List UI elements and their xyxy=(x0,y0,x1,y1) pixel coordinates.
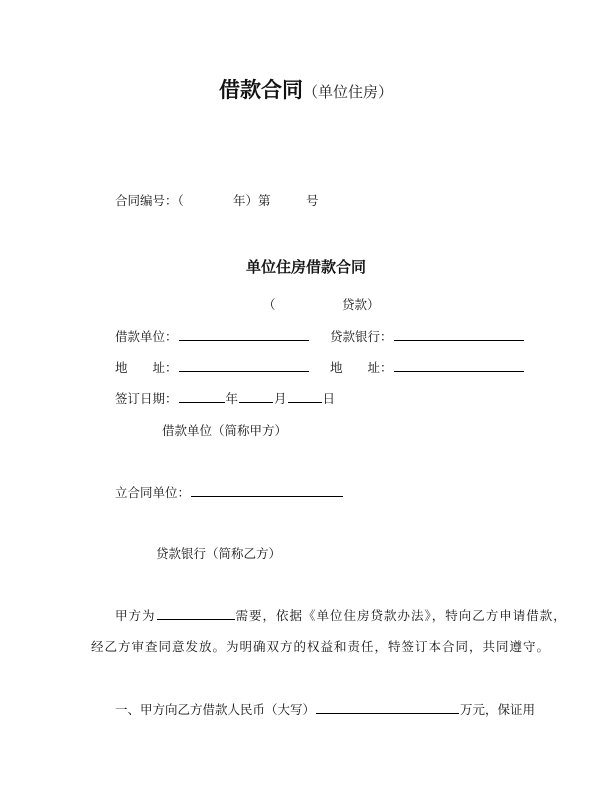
clause-1-line xyxy=(115,700,535,718)
contract-number-line xyxy=(115,191,184,209)
address-blank-left[interactable] xyxy=(179,359,309,372)
document-title xyxy=(0,74,612,104)
clause-1-prefix: 一、甲方向乙方借款人民币（大写） xyxy=(115,702,316,717)
lending-bank-row xyxy=(330,327,525,345)
contract-number-year: 年）第 xyxy=(233,193,271,208)
signing-year-label: 年 xyxy=(225,391,239,406)
paragraph-1-suffix: 需要，依据《单位住房贷款办法》，特向乙方申请借款， xyxy=(235,608,567,623)
contract-subtitle: 单位住房借款合同 xyxy=(245,258,366,276)
loan-type-close: 贷款） xyxy=(342,297,380,312)
contract-unit-blank[interactable] xyxy=(191,484,343,497)
address-label-right: 地 址： xyxy=(330,360,393,375)
borrower-unit-row xyxy=(115,327,310,345)
address-row-right xyxy=(330,358,525,376)
clause-1-suffix: 万元，保证用 xyxy=(460,702,536,717)
signing-date-label: 签订日期： xyxy=(115,391,178,406)
paragraph-1-prefix: 甲方为 xyxy=(115,608,156,623)
loan-type-open: （ xyxy=(263,297,276,312)
contract-unit-row xyxy=(115,483,344,501)
lending-bank-label: 贷款银行： xyxy=(330,329,393,344)
signing-year-blank[interactable] xyxy=(179,390,225,403)
lending-bank-blank[interactable] xyxy=(394,328,524,341)
contract-number-suffix: 号 xyxy=(306,193,319,208)
address-blank-right[interactable] xyxy=(394,359,524,372)
signing-day-label: 日 xyxy=(322,391,336,406)
purpose-blank[interactable] xyxy=(157,607,235,620)
signing-month-blank[interactable] xyxy=(239,390,273,403)
borrower-unit-label: 借款单位： xyxy=(115,329,178,344)
paragraph-1-line-1 xyxy=(115,606,567,624)
loan-amount-blank[interactable] xyxy=(316,701,459,714)
paragraph-1-line-2: 经乙方审查同意发放。为明确双方的权益和责任，特签订本合同，共同遵守。 xyxy=(91,639,551,654)
signing-day-blank[interactable] xyxy=(288,390,322,403)
contract-number-label: 合同编号：（ xyxy=(115,193,184,208)
signing-date-row xyxy=(115,389,335,407)
contract-unit-label: 立合同单位： xyxy=(115,485,191,500)
title-main: 借款合同 xyxy=(218,78,303,102)
borrower-unit-blank[interactable] xyxy=(179,328,309,341)
title-sub: （单位住房） xyxy=(302,83,393,101)
address-label-left: 地 址： xyxy=(115,360,178,375)
signing-month-label: 月 xyxy=(274,391,287,406)
address-row-left xyxy=(115,358,310,376)
party-b-label: 贷款银行（简称乙方） xyxy=(156,546,282,561)
party-a-label: 借款单位（简称甲方） xyxy=(162,423,288,438)
